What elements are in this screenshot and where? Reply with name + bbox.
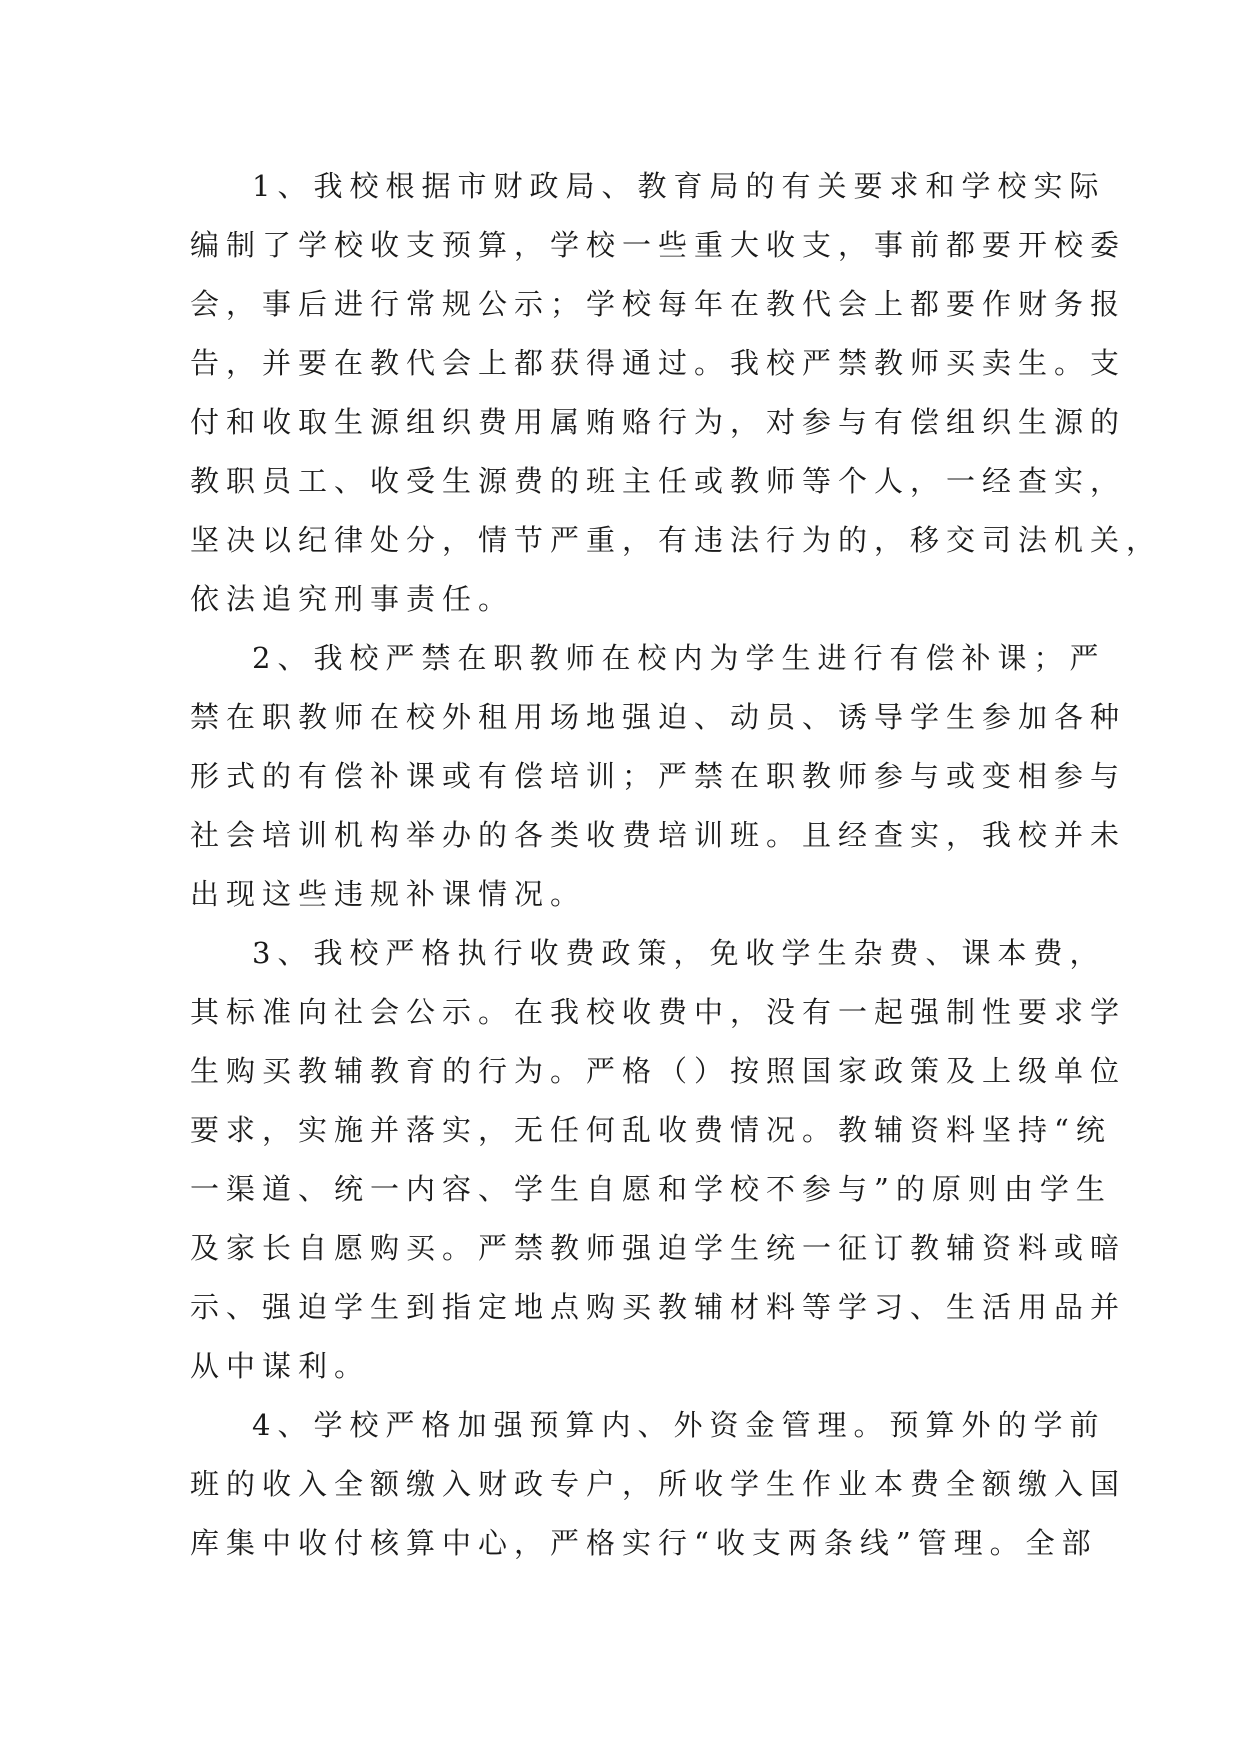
paragraph-1-line: 告，并要在教代会上都获得通过。我校严禁教师买卖生。支 [190,346,1127,380]
paragraph-2-line: 出现这些违规补课情况。 [190,877,587,911]
paragraph-3-line: 一渠道、统一内容、学生自愿和学校不参与”的原则由学生 [190,1172,1112,1206]
paragraph-2-line: 禁在职教师在校外租用场地强迫、动员、诱导学生参加各种 [190,700,1127,734]
paragraph-3-line: 其标准向社会公示。在我校收费中，没有一起强制性要求学 [190,995,1127,1029]
paragraph-3-line: 从中谋利。 [190,1349,371,1383]
paragraph-3-line: 3、我校严格执行收费政策，免收学生杂费、课本费， [252,936,1106,970]
paragraph-1-line: 教职员工、收受生源费的班主任或教师等个人，一经查实， [190,464,1127,498]
paragraph-3-line: 要求，实施并落实，无任何乱收费情况。教辅资料坚持“统 [190,1113,1112,1147]
paragraph-4-line: 班的收入全额缴入财政专户，所收学生作业本费全额缴入国 [190,1467,1127,1501]
paragraph-2-line: 形式的有偿补课或有偿培训；严禁在职教师参与或变相参与 [190,759,1127,793]
paragraph-4-line: 4、学校严格加强预算内、外资金管理。预算外的学前 [252,1408,1106,1442]
paragraph-4-line: 库集中收付核算中心，严格实行“收支两条线”管理。全部 [190,1526,1098,1560]
paragraph-3-line: 示、强迫学生到指定地点购买教辅材料等学习、生活用品并 [190,1290,1127,1324]
paragraph-2-line: 2、我校严禁在职教师在校内为学生进行有偿补课；严 [252,641,1106,675]
paragraph-1-line: 编制了学校收支预算，学校一些重大收支，事前都要开校委 [190,228,1127,262]
paragraph-1-line: 付和收取生源组织费用属贿赂行为，对参与有偿组织生源的 [190,405,1127,439]
paragraph-1-line: 坚决以纪律处分，情节严重，有违法行为的，移交司法机关， [190,523,1163,557]
paragraph-3-line: 生购买教辅教育的行为。严格（）按照国家政策及上级单位 [190,1054,1127,1088]
paragraph-1-line: 会，事后进行常规公示；学校每年在教代会上都要作财务报 [190,287,1127,321]
paragraph-1-line: 1、我校根据市财政局、教育局的有关要求和学校实际 [252,169,1106,203]
paragraph-3-line: 及家长自愿购买。严禁教师强迫学生统一征订教辅资料或暗 [190,1231,1127,1265]
paragraph-2-line: 社会培训机构举办的各类收费培训班。且经查实，我校并未 [190,818,1127,852]
paragraph-1-line: 依法追究刑事责任。 [190,582,515,616]
